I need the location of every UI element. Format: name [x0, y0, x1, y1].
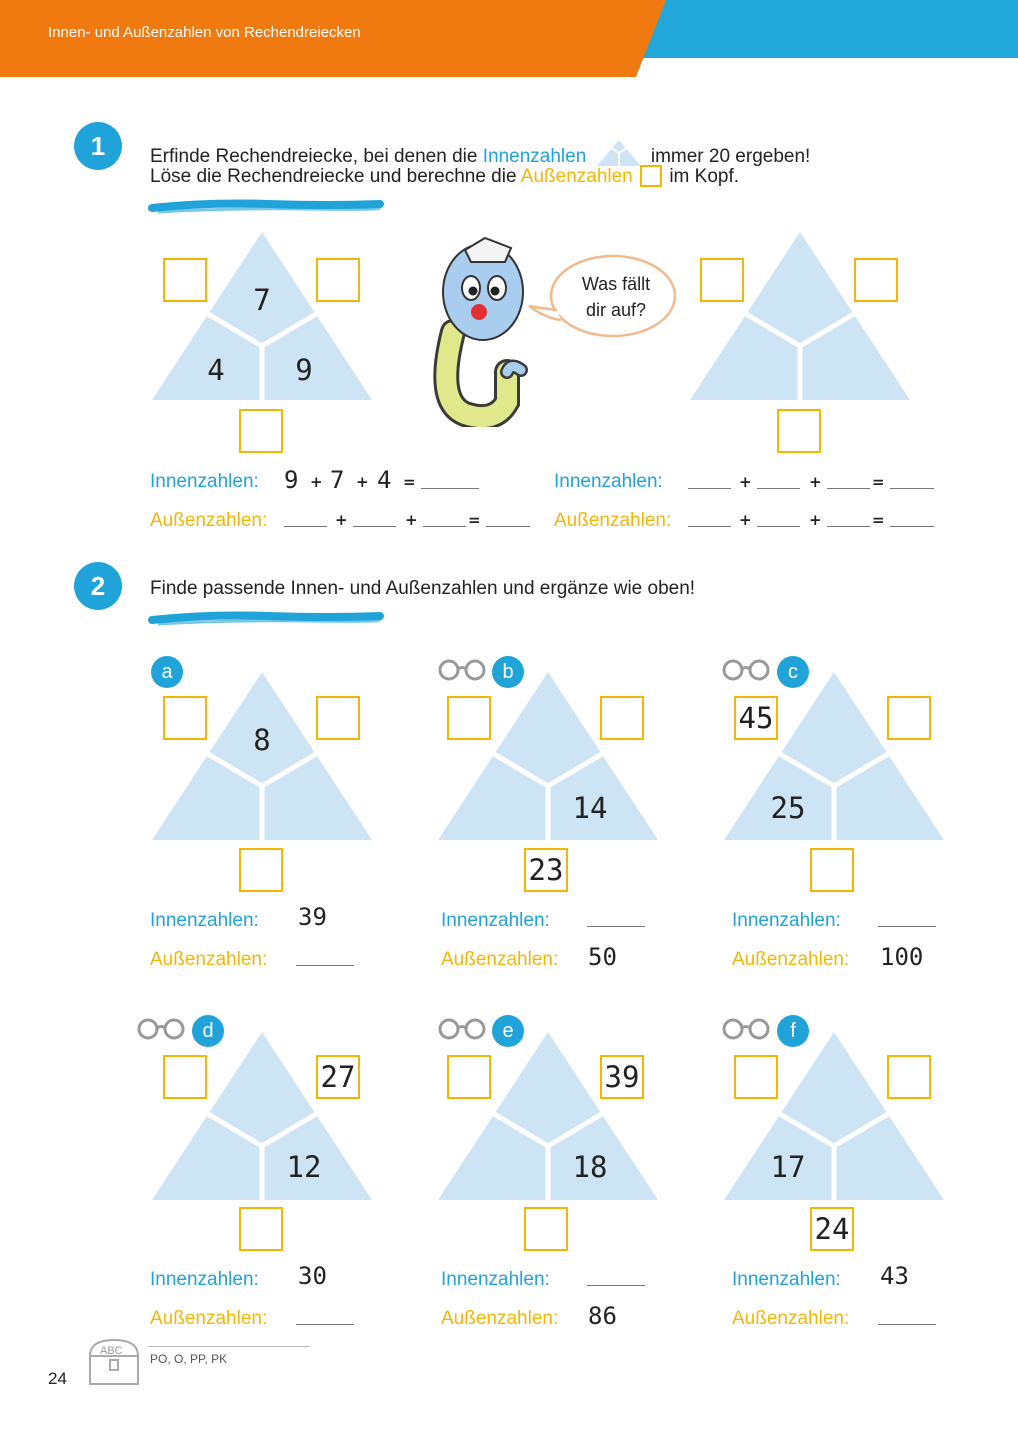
task-1-instruction-line-2: Löse die Rechendreiecke und berechne die Außenzahlen im Kopf.: [150, 166, 740, 187]
equals-sign: =: [872, 473, 885, 491]
answer-line[interactable]: [890, 488, 934, 489]
b-inner-right: 14: [572, 791, 608, 825]
task-1-right-box-top-right[interactable]: [854, 258, 898, 302]
answer-line[interactable]: [688, 526, 731, 527]
task-1-right-inner-label: Innenzahlen:: [554, 471, 663, 492]
task-1-left-inner-top: 7: [253, 283, 271, 317]
task-1-left-outer-label: Außenzahlen:: [150, 510, 268, 531]
speech-bubble-text: Was fällt dir auf?: [581, 274, 651, 320]
task-2-instruction: Finde passende Innen- und Außenzahlen und ergänze wie oben!: [150, 578, 696, 599]
e-inner-right: 18: [572, 1150, 608, 1184]
e-box-top-left[interactable]: [447, 1055, 491, 1099]
footer-divider: [148, 1346, 310, 1347]
letter-badge-c: c: [777, 656, 809, 688]
plus-sign: +: [739, 511, 752, 529]
letter-badge-a: a: [151, 656, 183, 688]
plus-sign: +: [809, 473, 822, 491]
plus-sign: +: [356, 473, 369, 491]
task-1-right-box-bottom[interactable]: [777, 409, 821, 453]
e-inner-label: Innenzahlen:: [441, 1269, 550, 1290]
aussenzahlen-highlight: Außenzahlen: [520, 166, 633, 187]
e-inner-answer-line[interactable]: [587, 1285, 645, 1286]
d-box-top-right[interactable]: 27: [316, 1055, 360, 1099]
e-box-top-right[interactable]: 39: [600, 1055, 644, 1099]
f-box-top-right[interactable]: [887, 1055, 931, 1099]
letter-badge-f: f: [777, 1015, 809, 1047]
a-outer-label: Außenzahlen:: [150, 949, 268, 970]
competency-codes: PO, O, PP, PK: [150, 1352, 228, 1366]
b-outer-total: 50: [588, 943, 617, 971]
a-box-top-right[interactable]: [316, 696, 360, 740]
task-1-left-inner-label: Innenzahlen:: [150, 471, 259, 492]
f-inner-total: 43: [880, 1262, 909, 1290]
answer-line[interactable]: [827, 526, 870, 527]
task-1-left-inner-value-1: 9: [284, 466, 299, 494]
plus-sign: +: [739, 473, 752, 491]
letter-badge-b: b: [492, 656, 524, 688]
task-1-underline-stroke: [148, 196, 384, 216]
c-box-bottom[interactable]: [810, 848, 854, 892]
a-box-bottom[interactable]: [239, 848, 283, 892]
f-outer-label: Außenzahlen:: [732, 1308, 850, 1329]
c-inner-left: 25: [770, 791, 806, 825]
a-box-top-left[interactable]: [163, 696, 207, 740]
b-box-top-left[interactable]: [447, 696, 491, 740]
e-outer-total: 86: [588, 1302, 617, 1330]
plus-sign: +: [405, 511, 418, 529]
outer-box-icon: [640, 165, 662, 187]
c-inner-answer-line[interactable]: [878, 926, 936, 927]
a-inner-label: Innenzahlen:: [150, 910, 259, 931]
f-inner-label: Innenzahlen:: [732, 1269, 841, 1290]
answer-line[interactable]: [486, 526, 530, 527]
treasure-chest-icon: [86, 1336, 142, 1388]
equals-sign: =: [403, 473, 416, 491]
answer-line[interactable]: [827, 488, 870, 489]
equals-sign: =: [468, 511, 481, 529]
d-outer-answer-line[interactable]: [296, 1324, 354, 1325]
d-box-bottom[interactable]: [239, 1207, 283, 1251]
b-outer-label: Außenzahlen:: [441, 949, 559, 970]
a-inner-top: 8: [253, 723, 271, 757]
a-inner-total: 39: [298, 903, 327, 931]
c-box-top-left[interactable]: 45: [734, 696, 778, 740]
task-1-number: 1: [74, 122, 122, 170]
f-outer-answer-line[interactable]: [878, 1324, 936, 1325]
task-2-number: 2: [74, 562, 122, 610]
task-1-left-box-bottom[interactable]: [239, 409, 283, 453]
answer-line[interactable]: [688, 488, 731, 489]
plus-sign: +: [310, 473, 323, 491]
innenzahlen-highlight: Innenzahlen: [482, 146, 587, 167]
answer-line[interactable]: [353, 526, 396, 527]
page-number: 24: [48, 1369, 67, 1388]
task-1-left-inner-value-2: 7: [330, 466, 345, 494]
answer-line[interactable]: [423, 526, 466, 527]
chest-label: ABC: [100, 1345, 123, 1357]
c-outer-label: Außenzahlen:: [732, 949, 850, 970]
answer-line[interactable]: [284, 526, 327, 527]
b-inner-label: Innenzahlen:: [441, 910, 550, 931]
task-1-right-outer-label: Außenzahlen:: [554, 510, 672, 531]
task-2-underline-stroke: [148, 608, 384, 628]
plus-sign: +: [335, 511, 348, 529]
worm-mascot: [425, 232, 535, 427]
e-box-bottom[interactable]: [524, 1207, 568, 1251]
b-inner-answer-line[interactable]: [587, 926, 645, 927]
f-box-top-left[interactable]: [734, 1055, 778, 1099]
a-outer-answer-line[interactable]: [296, 965, 354, 966]
header-title: Innen- und Außenzahlen von Rechendreiecken: [48, 24, 361, 41]
c-box-top-right[interactable]: [887, 696, 931, 740]
b-box-bottom[interactable]: 23: [524, 848, 568, 892]
d-outer-label: Außenzahlen:: [150, 1308, 268, 1329]
f-inner-left: 17: [770, 1150, 806, 1184]
b-box-top-right[interactable]: [600, 696, 644, 740]
letter-badge-d: d: [192, 1015, 224, 1047]
d-inner-right: 12: [286, 1150, 322, 1184]
d-inner-label: Innenzahlen:: [150, 1269, 259, 1290]
e-outer-label: Außenzahlen:: [441, 1308, 559, 1329]
inner-triangle-icon: [596, 138, 642, 168]
answer-line[interactable]: [421, 488, 479, 489]
answer-line[interactable]: [757, 526, 800, 527]
task-1-left-inner-left: 4: [207, 353, 225, 387]
letter-badge-e: e: [492, 1015, 524, 1047]
c-inner-label: Innenzahlen:: [732, 910, 841, 931]
d-inner-total: 30: [298, 1262, 327, 1290]
equals-sign: =: [872, 511, 885, 529]
task-1-left-inner-right: 9: [295, 353, 313, 387]
task-1-left-box-top-left[interactable]: [163, 258, 207, 302]
task-1-instruction-line-1: Erfinde Rechendreiecke, bei denen die Innenzahlen immer 20 ergeben!: [150, 138, 810, 168]
d-box-top-left[interactable]: [163, 1055, 207, 1099]
answer-line[interactable]: [890, 526, 934, 527]
c-outer-total: 100: [880, 943, 924, 971]
answer-line[interactable]: [757, 488, 800, 489]
f-box-bottom[interactable]: 24: [810, 1207, 854, 1251]
plus-sign: +: [809, 511, 822, 529]
task-1-left-inner-value-3: 4: [377, 466, 392, 494]
task-1-left-box-top-right[interactable]: [316, 258, 360, 302]
task-1-right-box-top-left[interactable]: [700, 258, 744, 302]
